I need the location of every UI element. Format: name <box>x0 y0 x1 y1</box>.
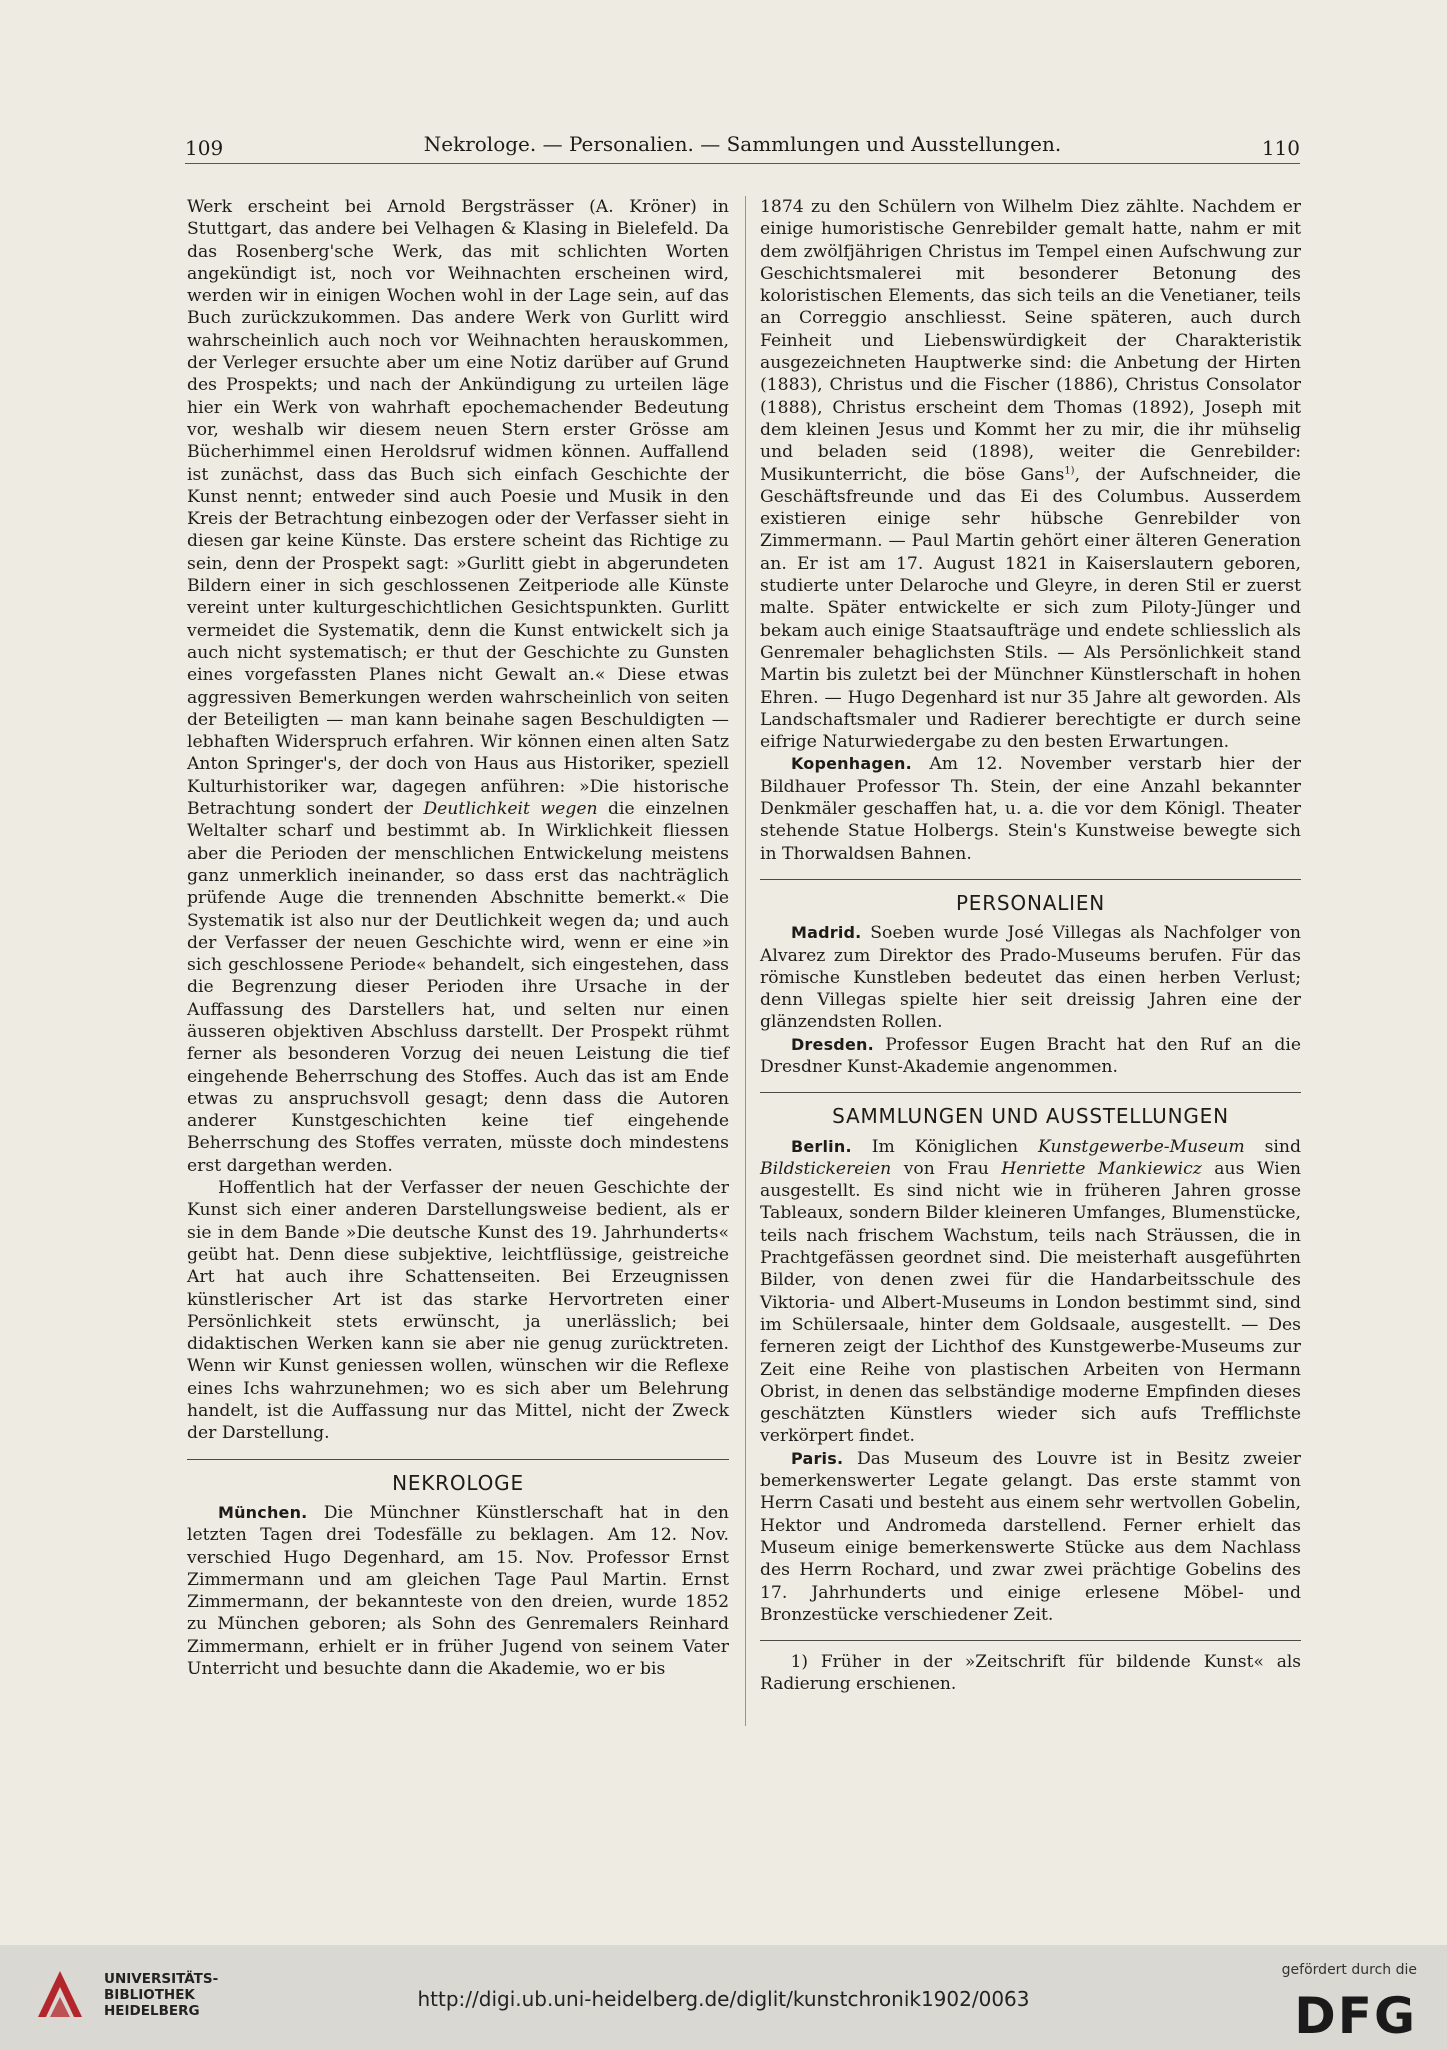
emphasis-deutlichkeit: Deutlichkeit wegen <box>423 799 598 820</box>
running-title: Nekrologe. — Personalien. — Sammlungen und Ausstellungen. <box>423 132 1062 156</box>
section-heading-personalien: PERSONALIEN <box>955 890 1106 915</box>
place-muenchen: München. <box>217 1502 308 1522</box>
header-rule <box>185 163 1300 164</box>
source-url[interactable]: http://digi.ub.uni-heidelberg.de/diglit/kunstchronik1902/0063 <box>417 1987 1030 2011</box>
footnote: 1) Früher in der »Zeitschrift für bildende Kunst« als Radierung erschienen. <box>760 1652 1301 1695</box>
footnote-rule <box>760 1640 1301 1641</box>
left-paragraph-2: Hoffentlich hat der Verfasser der neuen Geschichte der Kunst sich einer anderen Darstellungsweise bedient, als er sie in dem Bande »Die deutsche Kunst des 19. Jahrhunderts« geübt hat. Denn diese subjektive, leichtflüssige, geistreiche Art hat auch ihre Schattenseiten. Bei Erzeugnissen künstlerischer Art ist das starke Hervortreten einer Persönlichkeit stets erwünscht, ja unerlässlich; bei didaktischen Werken kann sie aber nie genug zurücktreten. Wenn wir Kunst geniessen wollen, wünschen wir die Reflexe eines Ichs wahrzunehmen; wo es sich aber um Belehrung handelt, ist die Auffassung nur das Mittel, nicht der Zweck der Darstellung. <box>187 1178 729 1444</box>
left-column <box>187 196 729 1680</box>
library-name: UNIVERSITÄTS- BIBLIOTHEK HEIDELBERG <box>104 1971 219 2019</box>
right-column <box>760 196 1301 1695</box>
place-madrid: Madrid. <box>790 923 862 943</box>
page-number-right: 110 <box>1261 136 1300 160</box>
page-number-left: 109 <box>185 136 224 160</box>
entry-kopenhagen: Kopenhagen. Am 12. November verstarb hier der Bildhauer Professor Th. Stein, der eine Anzahl bekannter Denkmäler geschaffen hat, u. a. die vor dem Königl. Theater stehende Statue Holbergs. Stein's Kunstweise bewegte sich in Thorwaldsen Bahnen. <box>760 754 1301 864</box>
entry-paris: Paris. Das Museum des Louvre ist in Besitz zweier bemerkenswerter Legate gelangt. Das erste stammt von Herrn Casati und besteht aus einem sehr wertvollen Gobelin, Hektor und Andromeda darstellend. Ferner erhielt das Museum einige bemerkenswerte Stücke aus dem Nachlass des Herrn Rochard, und zwar zwei prächtige Gobelins des 17. Jahrhunderts und einige erlesene Möbel- und Bronzestücke verschiedener Zeit. <box>760 1448 1301 1625</box>
entry-dresden: Dresden. Professor Eugen Bracht hat den Ruf an die Dresdner Kunst-Akademie angenommen. <box>760 1034 1301 1077</box>
entry-berlin: Berlin. Im Königlichen Kunstgewerbe-Museum sind Bildstickereien von Frau Henriette Mankiewicz aus Wien ausgestellt. Es sind nicht wie in früheren Jahren grosse Tableaux, sondern Bilder kleineren Umfanges, Blumenstücke, teils nach frischem Wachstum, teils nach Sträussen, die in Prachtgefässen geordnet sind. Die meisterhaft ausgeführten Bilder, von denen zwei für die Handarbeitsschule des Viktoria- und Albert-Museums in London bestimmt sind, sind im Schülersaale, hinter dem Goldsaale, ausgestellt. — Des ferneren zeigt der Lichthof des Kunstgewerbe-Museums zur Zeit eine Reihe von plastischen Arbeiten von Hermann Obrist, in denen das selbständige moderne Empfinden dieses geschätzten Künstlers wieder sich aufs Trefflichste verkörpert findet. <box>760 1136 1301 1447</box>
column-divider <box>745 196 746 1726</box>
left-paragraph-1: Werk erscheint bei Arnold Bergsträsser (A. Kröner) in Stuttgart, das andere bei Velhagen & Klasing in Bielefeld. Da das Rosenberg'sche Werk, das mit schlichten Worten angekündigt ist, noch vor Weihnachten erscheinen wird, werden wir in einigen Wochen wohl in der Lage sein, auf das Buch zurückzukommen. Das andere Werk von Gurlitt wird wahrscheinlich auch noch vor Weihnachten herauskommen, der Verleger ersuchte aber um eine Notiz darüber auf Grund des Prospekts; und nach der Ankündigung zu urteilen läge hier ein Werk von wahrhaft epochemachender Bedeutung vor, weshalb wir diesem neuen Stern erster Grösse am Bücherhimmel einen Heroldsruf widmen können. Auffallend ist zunächst, dass das Buch sich einfach Geschichte der Kunst nennt; entweder sind auch Poesie und Musik in den Kreis der Betrachtung einbezogen oder der Verfasser sieht in diesen gar keine Künste. Das erstere scheint das Richtige zu sein, denn der Prospekt sagt: »Gurlitt giebt in abgerundeten Bildern einer in sich geschlossenen Zeitperiode alle Künste vereint unter kulturgeschichtlichen Gesichtspunkten. Gurlitt vermeidet die Systematik, denn die Kunst entwickelt sich ja auch nicht systematisch; er thut der Geschichte zu Gunsten eines vorgefassten Planes nicht Gewalt an.« Diese etwas aggressiven Bemerkungen werden wahrscheinlich von seiten der Beteiligten — man kann beinahe sagen Beschuldigten — lebhaften Widerspruch erfahren. Wir können einen alten Satz Anton Springer's, der doch von Haus aus Historiker, speziell Kulturhistoriker war, dagegen anführen: »Die historische Betrachtung sondert der Deutlichkeit wegen die einzelnen Weltalter scharf und bestimmt ab. In Wirklichkeit fliessen aber die Perioden der menschlichen Entwickelung meistens ganz unmerklich ineinander, so dass erst das nachträglich prüfende Auge die trennenden Abschnitte bemerkt.« Die Systematik ist also nur der Deutlichkeit wegen da; und auch der Verfasser der neuen Geschichte wird, wenn er eine »in sich geschlossene Periode« behandelt, sich eingestehen, dass die Begrenzung dieser Perioden ihre Ursache in der Auffassung des Darstellers hat, und selten nur einen äusseren objektiven Abschluss darstellt. Der Prospekt rühmt ferner als besonderen Vorzug dei neuen Leistung die tief eingehende Beherrschung des Stoffes. Auch das ist am Ende etwas zu anspruchsvoll gesagt; denn dass die Autoren anderer Kunstgeschichten keine tief eingehende Beherrschung des Stoffes verraten, müsste doch mindestens erst dargethan werden. <box>187 197 729 1176</box>
section-rule <box>760 879 1301 880</box>
dfg-logo: DFG <box>1294 1987 1417 2045</box>
digitization-footer <box>0 1945 1447 2050</box>
right-paragraph-1: 1874 zu den Schülern von Wilhelm Diez zählte. Nachdem er einige humoristische Genrebilder gemalt hatte, nahm er mit dem zwölfjährigen Christus im Tempel einen Aufschwung zur Geschichtsmalerei mit besonderer Betonung des koloristischen Elements, das sich teils an die Venetianer, teils an Correggio anschliesst. Seine späteren, auch durch Feinheit und Liebenswürdigkeit der Charakteristik ausgezeichneten Hauptwerke sind: die Anbetung der Hirten (1883), Christus und die Fischer (1886), Christus Consolator (1888), Christus erscheint dem Thomas (1892), Joseph mit dem kleinen Jesus und Kommt her zu mir, die ihr mühselig und beladen seid (1898), weiter die Genrebilder: Musikunterricht, die böse Gans$^{1)}$, der Aufschneider, die Geschäftsfreunde und das Ei des Columbus. Ausserdem existieren einige sehr hübsche Genrebilder von Zimmermann. — Paul Martin gehört einer älteren Generation an. Er ist am 17. August 1821 in Kaiserslautern geboren, studierte unter Delaroche und Gleyre, in deren Stil er zuerst malte. Später entwickelte er sich zum Piloty-Jünger und bekam auch einige Staatsaufträge und endete schliesslich als Genremaler behaglichsten Stils. — Als Persönlichkeit stand Martin bis zuletzt bei der Münchner Künstlerschaft in hohen Ehren. — Hugo Degenhard ist nur 35 Jahre alt geworden. Als Landschaftsmaler und Radierer berechtigte er durch seine eifrige Naturwiedergabe zu den besten Erwartungen. <box>760 197 1301 753</box>
section-heading-nekrologe: NEKROLOGE <box>392 1470 524 1495</box>
place-berlin: Berlin. <box>790 1136 852 1156</box>
funding-note: gefördert durch die <box>1281 1962 1417 1978</box>
place-paris: Paris. <box>790 1448 844 1468</box>
section-rule <box>187 1459 729 1460</box>
footnote-marker: 1) <box>1064 464 1075 476</box>
entry-muenchen: München. Die Münchner Künstlerschaft hat in den letzten Tagen drei Todesfälle zu beklagen. Am 12. Nov. verschied Hugo Degenhard, am 15. Nov. Professor Ernst Zimmermann und am gleichen Tage Paul Martin. Ernst Zimmermann, der bekannteste von den dreien, wurde 1852 zu München geboren; als Sohn des Genremalers Reinhard Zimmermann, erhielt er in früher Jugend von seinem Vater Unterricht und besuchte dann die Akademie, wo er bis <box>187 1502 729 1679</box>
section-heading-sammlungen: SAMMLUNGEN UND AUSSTELLUNGEN <box>832 1104 1229 1129</box>
page-header <box>185 128 1300 162</box>
place-kopenhagen: Kopenhagen. <box>790 754 912 774</box>
place-dresden: Dresden. <box>790 1034 874 1054</box>
section-rule <box>760 1092 1301 1093</box>
entry-madrid: Madrid. Soeben wurde José Villegas als Nachfolger von Alvarez zum Direktor des Prado-Museums berufen. Für das römische Kunstleben bedeutet das einen herben Verlust; denn Villegas spielte hier seit dreissig Jahren eine der glänzendsten Rollen. <box>760 923 1301 1033</box>
